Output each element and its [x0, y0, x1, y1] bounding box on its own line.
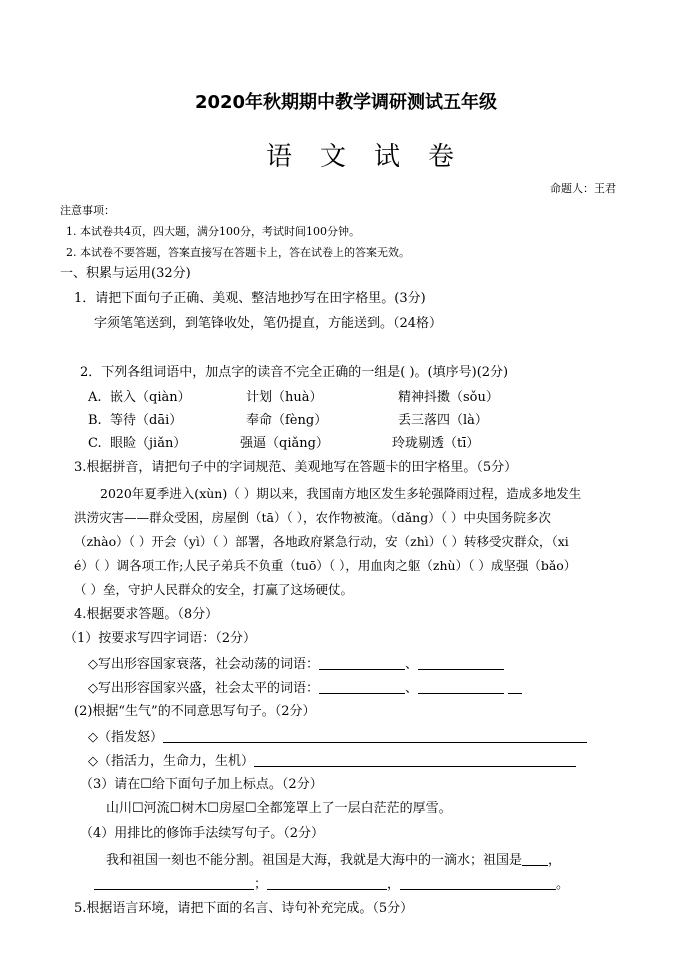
period: 。	[556, 877, 570, 892]
q3-prompt: 3.根据拼音，请把句子中的字词规范、美观地写在答题卡的田字格里。（5分）	[74, 460, 518, 475]
answer-blank[interactable]	[418, 655, 504, 670]
q4-part3-heading: （3）请在☐给下面句子加上标点。（2分）	[80, 777, 323, 792]
q4-part2-b	[88, 752, 576, 771]
q3-line-4: é）（ ）调各项工作;人民子弟兵不负重（tuō）（ ），用血肉之躯（zhù）（ ）成坚强（bǎo）	[74, 558, 577, 573]
q4-part1-b	[88, 679, 522, 698]
answer-blank[interactable]	[163, 728, 587, 743]
answer-blank[interactable]	[319, 655, 405, 670]
q4-part2-a	[88, 728, 587, 747]
q5-prompt: 5.根据语言环境，请把下面的名言、诗句补充完成。（5分）	[74, 901, 414, 916]
q2-option-b-label: B.	[88, 413, 102, 428]
answer-blank[interactable]	[254, 752, 576, 767]
q2-option-b-word2: 奉命（fèng）	[246, 413, 328, 428]
q4-part2-b-label: ◇（指活力，生命力，生机）	[88, 754, 254, 769]
q4-part1-a-label: ◇写出形容国家衰落，社会动荡的词语：	[88, 657, 319, 672]
q1-prompt: 1．请把下面句子正确、美观、整洁地抄写在田字格里。(3分)	[74, 291, 426, 306]
q2-option-b-word3: 丢三落四（là）	[398, 413, 488, 428]
q2-option-a-word3: 精神抖擞（sǒu）	[398, 390, 499, 405]
q2-option-a-word1: 嵌入（qiàn）	[110, 390, 191, 405]
notes-heading: 注意事项：	[60, 204, 115, 217]
answer-blank[interactable]	[400, 875, 556, 890]
separator: 、	[405, 657, 419, 672]
q4-part3-text: 山川☐河流☐树木☐房屋☐全都笼罩上了一层白茫茫的厚雪。	[106, 801, 452, 816]
q4-part1-a	[88, 655, 504, 674]
q4-part4-blanks-line	[94, 875, 569, 894]
exam-subtitle: 语文试卷	[265, 142, 482, 172]
q2-option-c-label: C.	[88, 436, 102, 451]
q4-part1-b-label: ◇写出形容国家兴盛，社会太平的词语：	[88, 681, 319, 696]
q3-line-1: 2020年夏季进入(xùn)（ ）期以来，我国南方地区发生多轮强降雨过程，造成多地发生	[100, 486, 582, 501]
note-item-2: 2. 本试卷不要答题，答案直接写在答题卡上，答在试卷上的答案无效。	[66, 246, 410, 259]
answer-blank[interactable]	[94, 875, 254, 890]
answer-blank[interactable]	[319, 679, 405, 694]
q4-part2-heading: (2)根据“生气”的不同意思写句子。（2分）	[74, 704, 316, 719]
q4-part4-text: 我和祖国一刻也不能分割。祖国是大海，我就是大海中的一滴水；祖国是	[106, 853, 523, 868]
q2-option-b-word1: 等待（dāi）	[110, 413, 183, 428]
q2-option-a-label: A.	[88, 390, 102, 405]
q2-option-c-word1: 眼睑（jiǎn）	[110, 436, 187, 451]
q1-text: 字须笔笔送到，到笔锋收处，笔仍提直，方能送到。（24格）	[94, 316, 443, 331]
q4-part4-heading: （4）用排比的修饰手法续写句子。（2分）	[80, 826, 325, 841]
q3-line-3: （zhào）（ ）开会（yì）（ ）部署，各地政府紧急行动，安（zhì）（ ）转移受灾群众，（xi	[74, 534, 569, 549]
answer-blank[interactable]	[418, 679, 504, 694]
q4-part4-text-line	[106, 851, 561, 870]
q2-option-c-word2: 强逼（qiǎng）	[240, 436, 329, 451]
separator: 、	[405, 681, 419, 696]
q4-part1-heading: （1）按要求写四字词语：（2分）	[64, 631, 257, 646]
answer-blank[interactable]	[508, 679, 522, 694]
q2-option-c-word3: 玲珑剔透（tī）	[392, 436, 480, 451]
note-item-1: 1. 本试卷共4页，四大题，满分100分，考试时间100分钟。	[66, 225, 360, 238]
q4-part2-a-label: ◇（指发怒）	[88, 730, 163, 745]
q3-line-2: 洪涝灾害——群众受困，房屋倒（tā）（ ），农作物被淹。（dǎng）（ ）中央国务院多次	[74, 510, 551, 525]
q4-prompt: 4.根据要求答题。（8分）	[74, 607, 219, 622]
q2-option-a-word2: 计划（huà）	[246, 390, 323, 405]
comma: ，	[387, 877, 401, 892]
section1-heading: 一、积累与运用(32分)	[60, 266, 191, 281]
comma: ，	[548, 853, 562, 868]
answer-blank[interactable]	[522, 851, 548, 866]
author-line: 命题人：王君	[550, 182, 616, 195]
q3-line-5: （ ）垒，守护人民群众的安全，打赢了这场硬仗。	[74, 582, 353, 597]
q2-prompt: 2．下列各组词语中，加点字的读音不完全正确的一组是( )。(填序号)(2分)	[80, 365, 509, 380]
semicolon: ；	[254, 877, 268, 892]
exam-title: 2020年秋期期中教学调研测试五年级	[194, 92, 498, 113]
answer-blank[interactable]	[267, 875, 387, 890]
